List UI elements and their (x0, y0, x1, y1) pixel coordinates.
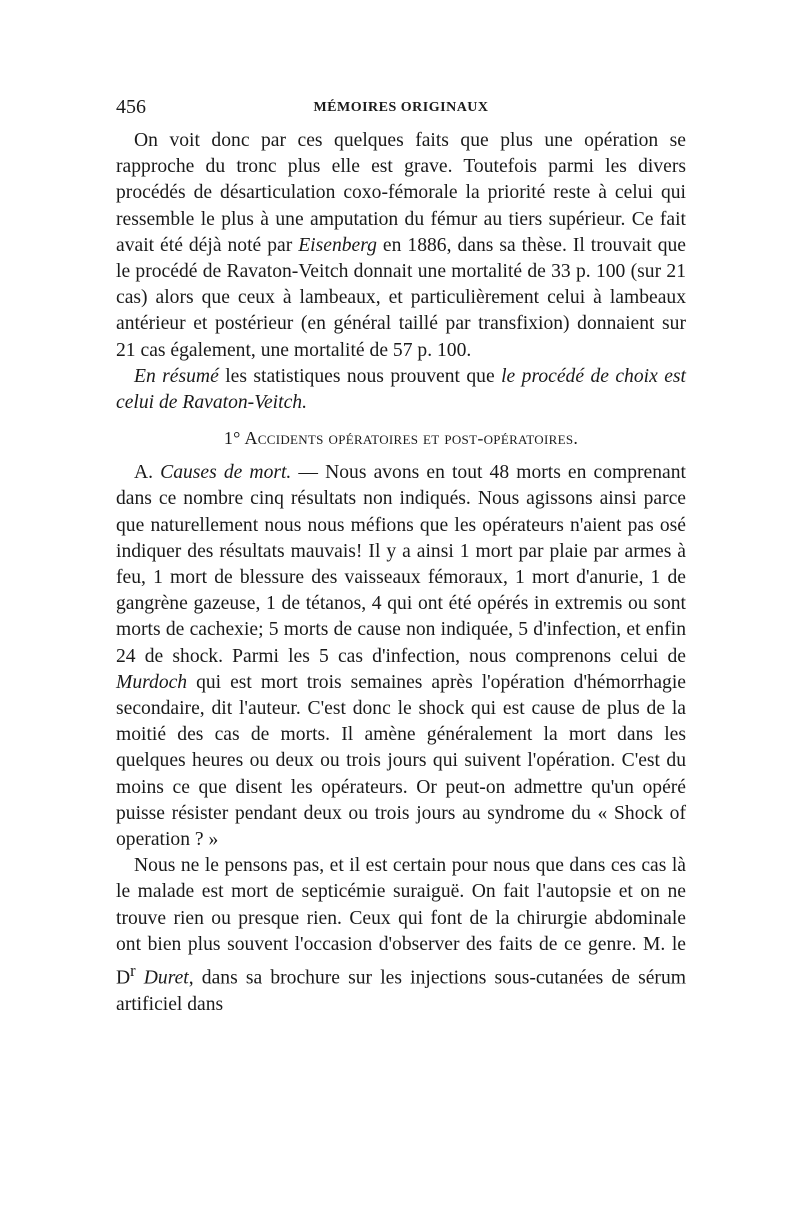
body-text (116, 128, 686, 1018)
superscript: r (130, 961, 136, 981)
conclusion: le procédé de choix est celui de Ravaton-Veitch. (116, 365, 686, 414)
author-name: Murdoch (116, 671, 188, 693)
emphasis: En résumé (134, 365, 219, 387)
paragraph-3: A. Causes de mort. — Nous avons en tout 48 morts en comprenant dans ce nombre cinq résultats non indiqués. Nous agissons ainsi parce que naturellement nous nous méfions que les opérateurs n'aient pas osé indiquer des résultats mauvais! Il y a ainsi 1 mort par plaie par armes à feu, 1 mort de blessure des vaisseaux fémoraux, 1 mort d'anurie, 1 de gangrène gazeuse, 1 de tétanos, 4 qui ont été opérés in extremis ou sont morts de cachexie; 5 morts de cause non indiquée, 5 d'infection, et enfin 24 de shock. Parmi les 5 cas d'infection, nous comprenons celui de Murdoch qui est mort trois semaines après l'opération d'hémorrhagie secondaire, dit l'auteur. C'est donc le shock qui est cause de plus de la moitié des cas de morts. Il amène généralement la mort dans les quelques heures ou deux ou trois jours qui suivent l'opération. C'est du moins ce que disent les opérateurs. Or peut-on admettre qu'un opéré puisse résister pendant deux ou trois jours au syndrome du « Shock of operation ? » (116, 462, 686, 851)
section-title: 1° Accidents opératoires et post-opératoires. (223, 428, 579, 449)
paragraph-4: Nous ne le pensons pas, et il est certain pour nous que dans ces cas là le malade est mort de septicémie suraiguë. On fait l'autopsie et on ne trouve rien ou presque rien. Ceux qui font de la chirurgie abdominale ont bien plus souvent l'occasion d'observer des faits de ce genre. M. le $D^r$ Duret, dans sa brochure sur les injections sous-cutanées de sérum artificiel dans (116, 855, 686, 1015)
author-name: Duret (143, 967, 189, 989)
author-name: Eisenberg (298, 234, 377, 256)
page-number: 456 (116, 96, 146, 118)
subsection-title: Causes de mort. (160, 462, 292, 484)
running-title: MÉMOIRES ORIGINAUX (313, 100, 489, 115)
paragraph-2: En résumé les statistiques nous prouvent que le procédé de choix est celui de Ravaton-Veitch. (116, 365, 686, 414)
paragraph-1: On voit donc par ces quelques faits que plus une opération se rapproche du tronc plus elle est grave. Toutefois parmi les divers procédés de désarticulation coxo-fémorale la priorité reste à celui qui ressemble le plus à une amputation du fémur au tiers supérieur. Ce fait avait été déjà noté par Eisenberg en 1886, dans sa thèse. Il trouvait que le procédé de Ravaton-Veitch donnait une mortalité de 33 p. 100 (sur 21 cas) alors que ceux à lambeaux, et particulièrement celui à lambeaux antérieur et postérieur (en général taillé par transfixion) donnaient sur 21 cas également, une mortalité de 57 p. 100. (116, 130, 686, 361)
page-header (116, 96, 686, 122)
